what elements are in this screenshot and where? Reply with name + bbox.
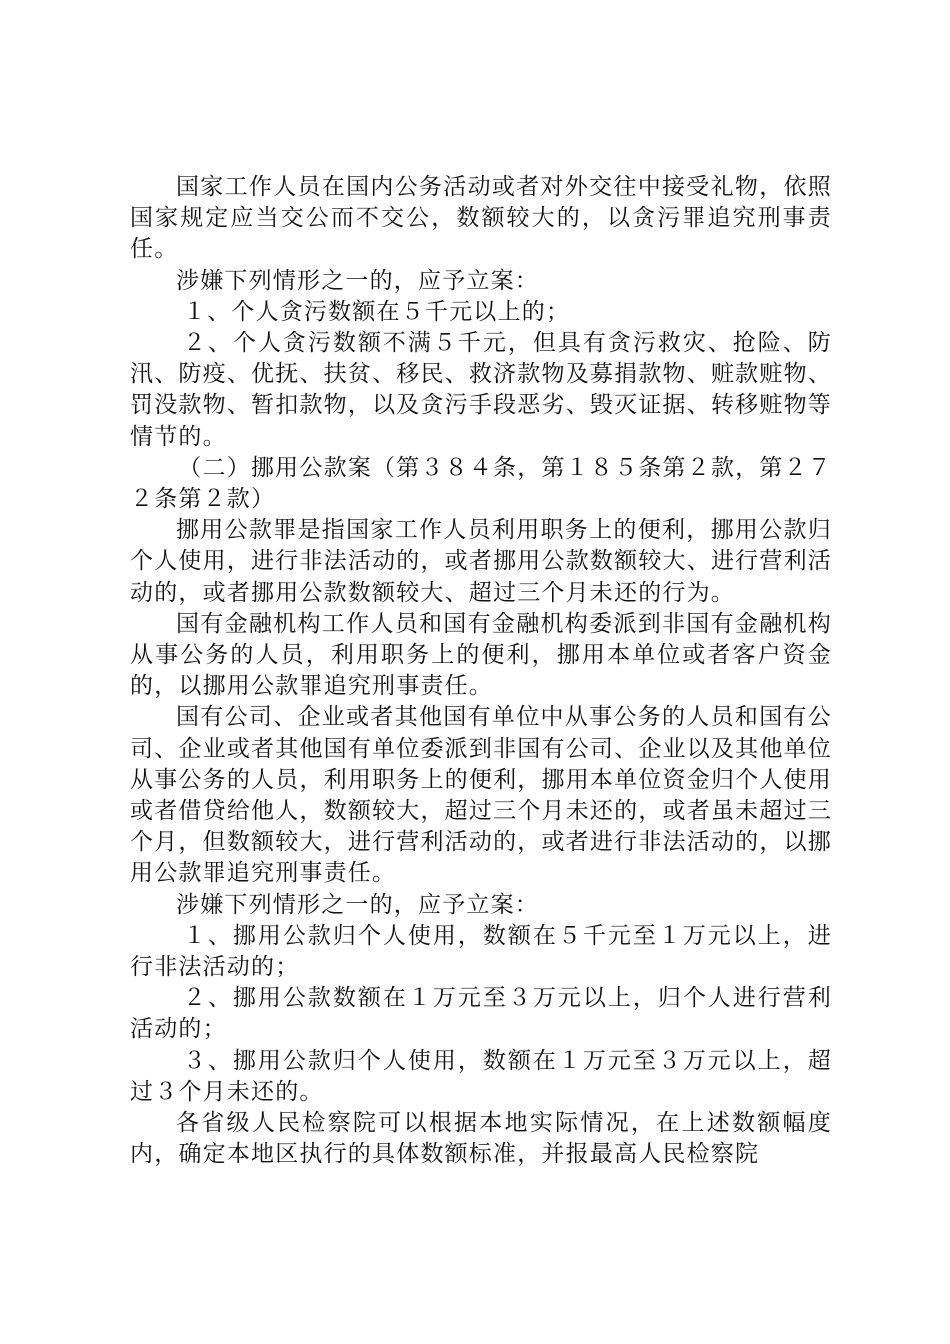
document-body [130,172,832,1171]
list-item: １、挪用公款归个人使用，数额在５千元至１万元以上，进行非法活动的； [130,922,832,981]
paragraph-gift-embezzlement: 国家工作人员在国内公务活动或者对外交往中接受礼物，依照国家规定应当交公而不交公，数额较大的，以贪污罪追究刑事责任。 [130,174,832,263]
list-item: ３、挪用公款归个人使用，数额在１万元至３万元以上，超过３个月未还的。 [130,1047,832,1105]
paragraph-financial-institutions: 国有金融机构工作人员和国有金融机构委派到非国有金融机构从事公务的人员，利用职务上的便利，挪用本单位或者客户资金的，以挪用公款罪追究刑事责任。 [130,610,832,700]
paragraph-filing-criteria-intro: 涉嫌下列情形之一的，应予立案： [176,891,539,918]
list-item: ２、个人贪污数额不满５千元，但具有贪污救灾、抢险、防汛、防疫、优抚、扶贫、移民、救济款物及募捐款物、赃款赃物、罚没款物、暂扣款物，以及贪污手段恶劣、毁灭证据、转移赃物等情节的。 [130,330,832,450]
list-item: ２、挪用公款数额在１万元至３万元以上，归个人进行营利活动的； [130,985,832,1043]
paragraph-filing-criteria-intro: 涉嫌下列情形之一的，应予立案： [176,267,539,294]
paragraph-state-companies: 国有公司、企业或者其他国有单位中从事公务的人员和国有公司、企业或者其他国有单位委派到非国有公司、企业以及其他单位从事公务的人员，利用职务上的便利，挪用本单位资金归个人使用或者借贷给他人，数额较大，超过三个月未还的，或者虽未超过三个月，但数额较大，进行营利活动的，或者进行非法活动的，以挪用公款罪追究刑事责任。 [130,704,832,887]
paragraph-definition: 挪用公款罪是指国家工作人员利用职务上的便利，挪用公款归个人使用，进行非法活动的，或者挪用公款数额较大、进行营利活动的，或者挪用公款数额较大、超过三个月未还的行为。 [130,517,832,606]
paragraph-provincial-standards: 各省级人民检察院可以根据本地实际情况，在上述数额幅度内，确定本地区执行的具体数额标准，并报最高人民检察院 [130,1110,832,1168]
list-item: １、个人贪污数额在５千元以上的； [182,298,571,325]
section-heading: （二）挪用公款案（第３８４条，第１８５条第２款，第２７２条第２款） [130,454,832,513]
